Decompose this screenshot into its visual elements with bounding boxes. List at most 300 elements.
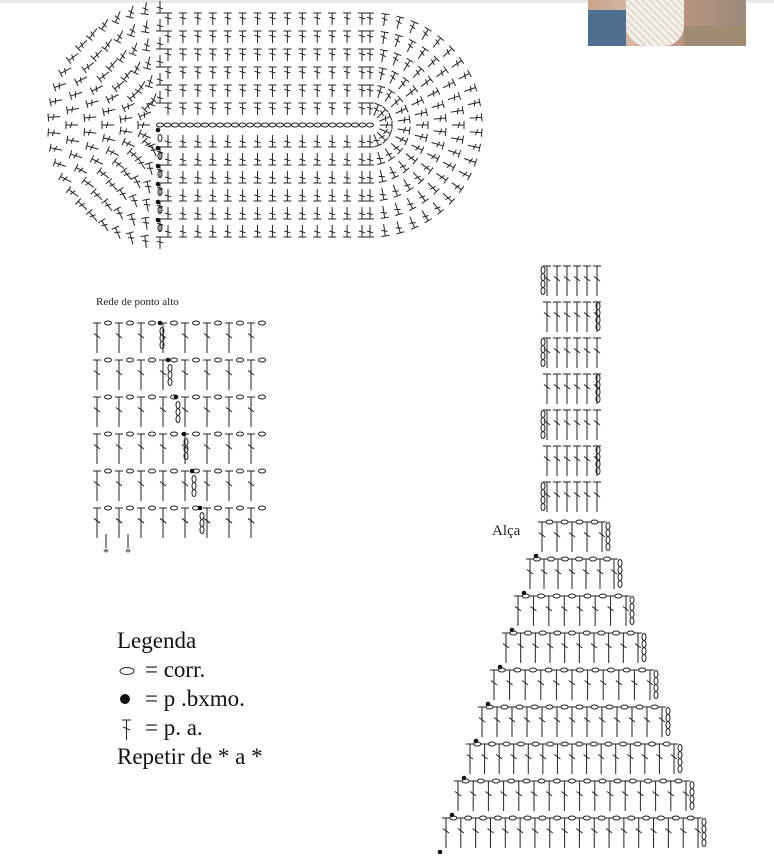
chain-stitch (541, 483, 545, 490)
dc-stitch (137, 323, 145, 353)
dc-post (67, 140, 79, 142)
dc-stitch (374, 151, 385, 165)
dc-stitch (156, 237, 164, 249)
dc-post (468, 102, 480, 104)
dc-stitch (537, 670, 545, 700)
dc-stitch (358, 225, 366, 237)
dc-stitch (396, 158, 410, 172)
dc-stitch (583, 744, 591, 774)
chain-stitch (548, 557, 555, 561)
dc-post (84, 180, 94, 187)
dc-stitch (563, 302, 571, 332)
dc-bar (373, 139, 379, 143)
dc-stitch (254, 85, 262, 97)
dc-stitch (283, 13, 291, 25)
dc-stitch (406, 21, 418, 35)
chain-stitch (546, 520, 553, 524)
dc-stitch (396, 77, 410, 91)
chain-stitch (561, 520, 568, 524)
dc-stitch (380, 13, 390, 26)
dc-stitch (209, 13, 217, 25)
dc-stitch (392, 202, 403, 216)
dc-stitch (74, 164, 88, 177)
dc-stitch (328, 225, 336, 237)
legend-repeat-note: Repetir de * a * (117, 744, 263, 769)
dc-stitch (194, 171, 202, 183)
dc-stitch (209, 153, 217, 165)
dc-post (390, 166, 395, 177)
chain-stitch (172, 123, 179, 127)
chain-stitch (215, 395, 222, 399)
dc-stitch (84, 113, 97, 122)
dc-stitch (225, 471, 233, 501)
dc-bar (101, 23, 107, 28)
dc-stitch (343, 153, 351, 165)
dc-stitch (194, 49, 202, 61)
dc-post (138, 81, 144, 91)
dc-stitch (538, 707, 546, 737)
legend-item-slip-text: = p .bxmo. (145, 686, 245, 711)
dc-stitch (433, 127, 446, 136)
dc-stitch (179, 49, 187, 61)
chain-stitch (606, 537, 610, 544)
dc-stitch (283, 85, 291, 97)
dc-stitch (283, 189, 291, 201)
chain-stitch (576, 520, 583, 524)
dc-stitch (313, 225, 321, 237)
chain-stitch (239, 123, 246, 127)
dc-bar (455, 60, 460, 66)
dc-bar (150, 98, 156, 102)
dc-stitch (583, 522, 591, 552)
dc-bar (400, 107, 404, 113)
chain-stitch (127, 321, 134, 325)
chain-stitch (606, 544, 610, 551)
chain-stitch (193, 395, 200, 399)
dc-stitch (426, 150, 440, 163)
dc-bar (439, 70, 444, 76)
dc-stitch (430, 36, 444, 50)
chain-stitch (554, 631, 561, 635)
dc-stitch (137, 360, 145, 390)
dc-stitch (179, 171, 187, 183)
dc-post (133, 196, 137, 207)
dc-bar (70, 190, 75, 196)
chain-stitch (209, 123, 216, 127)
dc-stitch (621, 781, 629, 811)
slip-stitch (156, 146, 161, 151)
dc-stitch (430, 139, 444, 150)
chain-stitch (352, 123, 359, 127)
dc-stitch (563, 266, 571, 296)
chain-stitch (538, 594, 545, 598)
dc-stitch (486, 818, 494, 848)
dc-post (433, 38, 441, 47)
dc-stitch (382, 146, 395, 160)
chain-stitch (569, 816, 576, 820)
dc-stitch (392, 34, 403, 48)
chain-stitch (488, 742, 495, 746)
dc-stitch (605, 818, 613, 848)
dc-stitch (53, 80, 67, 92)
chain-stitch (192, 483, 196, 490)
dc-stitch (328, 49, 336, 61)
dc-stitch (239, 67, 247, 79)
dc-stitch (553, 302, 561, 332)
dc-stitch (531, 818, 539, 848)
double-crochet-icon (117, 716, 145, 740)
dc-stitch (389, 183, 401, 197)
dc-post (147, 182, 150, 194)
dc-stitch (510, 744, 518, 774)
dc-post (451, 138, 463, 140)
chain-stitch (168, 379, 172, 386)
dc-stitch (224, 85, 232, 97)
dc-stitch (530, 781, 538, 811)
dc-stitch (66, 186, 80, 199)
chain-stitch (660, 779, 667, 783)
dc-stitch (366, 207, 374, 219)
dc-bar (384, 128, 388, 134)
dc-bar (86, 64, 91, 70)
dc-post (146, 38, 148, 50)
dc-stitch (583, 302, 591, 332)
dc-post (398, 129, 410, 131)
dc-stitch (115, 434, 123, 464)
net-stitch-chart (93, 321, 266, 538)
dc-stitch (593, 410, 601, 440)
dc-stitch (115, 508, 123, 538)
dc-stitch (378, 187, 388, 200)
chain-stitch (179, 123, 186, 127)
chain-stitch (642, 655, 646, 662)
chain-stitch (127, 358, 134, 362)
dc-post (407, 198, 412, 209)
dc-stitch (694, 818, 702, 848)
dc-stitch (93, 471, 101, 501)
dc-stitch (450, 106, 463, 116)
dc-stitch (102, 37, 116, 51)
chain-stitch (477, 779, 484, 783)
dc-stitch (115, 397, 123, 427)
chain-stitch (690, 803, 694, 810)
chain-stitch (127, 432, 134, 436)
dc-stitch (203, 471, 211, 501)
dc-post (384, 14, 386, 26)
dc-bar (409, 25, 415, 29)
chain-stitch (702, 840, 706, 847)
dc-stitch (120, 114, 133, 124)
dc-stitch (313, 135, 321, 147)
dc-stitch (103, 106, 116, 116)
dc-bar (63, 68, 67, 74)
chain-stitch (105, 469, 112, 473)
chain-stitch (546, 705, 553, 709)
dc-stitch (490, 670, 498, 700)
dc-stitch (573, 302, 581, 332)
dc-stitch (268, 13, 276, 25)
dc-stitch (415, 189, 429, 203)
dc-stitch (454, 781, 462, 811)
dc-post (470, 117, 482, 118)
chain-stitch (149, 395, 156, 399)
dc-stitch (82, 59, 96, 73)
dc-stitch (268, 225, 276, 237)
chain-stitch (690, 782, 694, 789)
dc-stitch (93, 434, 101, 464)
chain-stitch (554, 816, 561, 820)
dc-stitch (366, 189, 374, 201)
dc-stitch (366, 135, 374, 147)
dc-stitch (378, 50, 388, 63)
dc-bar (120, 54, 126, 59)
dc-stitch (298, 103, 306, 115)
chain-stitch (176, 416, 180, 423)
dc-stitch (328, 171, 336, 183)
dc-stitch (343, 189, 351, 201)
dc-stitch (568, 670, 576, 700)
dc-post (452, 183, 462, 190)
dc-stitch (112, 226, 124, 240)
dc-stitch (404, 39, 417, 53)
dc-stitch (194, 153, 202, 165)
dc-stitch (97, 168, 111, 182)
dc-stitch (502, 633, 510, 663)
dc-stitch (268, 49, 276, 61)
slip-stitch (158, 321, 163, 326)
dc-stitch (500, 781, 508, 811)
dc-stitch (606, 781, 614, 811)
dc-stitch (86, 209, 100, 223)
dc-stitch (419, 208, 432, 222)
chain-stitch (329, 123, 336, 127)
dc-top (421, 147, 424, 154)
dc-stitch (93, 323, 101, 353)
dc-stitch (203, 397, 211, 427)
dc-stitch (516, 818, 524, 848)
dc-stitch (358, 31, 366, 43)
dc-bar (138, 161, 144, 166)
dc-stitch (268, 207, 276, 219)
chain-stitch (576, 557, 583, 561)
chain-stitch (187, 123, 194, 127)
dc-stitch (410, 66, 424, 80)
chain-stitch (569, 779, 576, 783)
dc-stitch (573, 446, 581, 476)
dc-stitch (583, 482, 591, 512)
dc-stitch (457, 818, 465, 848)
dc-stitch (573, 374, 581, 404)
dc-stitch (194, 207, 202, 219)
dc-stitch (583, 410, 591, 440)
dc-stitch (115, 323, 123, 353)
chain-stitch (654, 692, 658, 699)
dc-stitch (115, 360, 123, 390)
dc-stitch (529, 596, 537, 626)
chain-stitch (649, 742, 656, 746)
dc-stitch (69, 150, 83, 161)
dc-stitch (410, 96, 424, 108)
dc-stitch (425, 56, 439, 70)
dc-stitch (619, 633, 627, 663)
dc-stitch (568, 559, 576, 589)
dc-stitch (552, 670, 560, 700)
dc-stitch (626, 744, 634, 774)
chain-stitch (202, 123, 209, 127)
dc-bar (126, 103, 130, 109)
dc-stitch (194, 189, 202, 201)
chain-stitch (127, 469, 134, 473)
chain-stitch (584, 594, 591, 598)
dc-stitch (563, 446, 571, 476)
chain-stitch (606, 530, 610, 537)
dc-bar (416, 145, 420, 151)
dc-stitch (268, 67, 276, 79)
dc-stitch (561, 818, 569, 848)
dc-stitch (67, 104, 80, 114)
dc-stitch (457, 167, 471, 180)
dc-post (382, 50, 384, 62)
dc-stitch (440, 46, 454, 60)
dc-stitch (397, 125, 410, 135)
dc-post (428, 59, 436, 67)
dc-stitch (457, 70, 471, 83)
chain-stitch (620, 742, 627, 746)
dc-stitch (298, 49, 306, 61)
chain-stitch (259, 432, 266, 436)
chain-stitch (618, 560, 622, 567)
dc-stitch (563, 410, 571, 440)
dc-stitch (667, 781, 675, 811)
dc-stitch (298, 225, 306, 237)
dc-stitch (298, 171, 306, 183)
chain-stitch (630, 611, 634, 618)
dc-stitch (430, 100, 444, 111)
dc-stitch (593, 482, 601, 512)
dc-post (68, 190, 78, 197)
chain-stitch (678, 752, 682, 759)
dc-post (102, 19, 108, 29)
chain-stitch (541, 425, 545, 432)
chain-stitch (194, 123, 201, 127)
dc-stitch (129, 41, 141, 55)
dc-bar (447, 82, 451, 88)
handle-label: Alça (492, 523, 521, 539)
chain-stitch (508, 779, 515, 783)
dc-stitch (268, 171, 276, 183)
chain-stitch (367, 123, 374, 127)
chain-stitch (322, 123, 329, 127)
slip-stitch (438, 850, 443, 855)
chain-stitch (344, 123, 351, 127)
dc-stitch (298, 13, 306, 25)
chain-stitch (654, 678, 658, 685)
dc-stitch (224, 225, 232, 237)
dc-stitch (434, 67, 448, 81)
chain-stitch (157, 123, 164, 127)
slip-stitch (156, 164, 161, 169)
dc-stitch (546, 633, 554, 663)
dc-stitch (583, 446, 591, 476)
dc-stitch (328, 103, 336, 115)
dc-stitch (137, 397, 145, 427)
dc-stitch (194, 31, 202, 43)
chain-stitch (480, 816, 487, 820)
dc-stitch (239, 13, 247, 25)
dc-stitch (472, 818, 480, 848)
dc-stitch (91, 189, 105, 203)
dc-stitch (358, 153, 366, 165)
dc-stitch (613, 707, 621, 737)
dc-bar (431, 154, 435, 160)
dc-stitch (430, 200, 444, 214)
dc-bar (101, 171, 106, 177)
dc-stitch (553, 522, 561, 552)
dc-stitch (127, 213, 138, 227)
dc-stitch (553, 338, 561, 368)
dc-stitch (366, 67, 374, 79)
dc-stitch (397, 115, 410, 125)
chain-stitch (168, 365, 172, 372)
dc-stitch (440, 190, 454, 204)
dc-bar (404, 62, 410, 67)
dc-post (379, 117, 390, 122)
dc-post (140, 112, 151, 117)
chain-stitch (654, 685, 658, 692)
dc-stitch (298, 67, 306, 79)
dc-post (92, 86, 103, 91)
dc-stitch (203, 360, 211, 390)
chain-stitch (629, 779, 636, 783)
dc-stitch (634, 633, 642, 663)
dc-stitch (573, 410, 581, 440)
dc-stitch (410, 141, 424, 153)
dc-stitch (583, 338, 591, 368)
dc-stitch (636, 781, 644, 811)
dc-stitch (131, 176, 143, 190)
chain-stitch (605, 742, 612, 746)
dc-stitch (84, 128, 97, 137)
dc-bar (407, 202, 413, 206)
chain-stitch (651, 705, 658, 709)
dc-stitch (478, 707, 486, 737)
dc-stitch (283, 171, 291, 183)
dc-stitch (75, 37, 89, 51)
dc-stitch (283, 103, 291, 115)
dc-bar (416, 99, 420, 105)
dc-stitch (419, 76, 433, 90)
dc-stitch (358, 13, 366, 25)
chain-stitch (237, 469, 244, 473)
dc-stitch (224, 189, 232, 201)
chain-stitch (259, 395, 266, 399)
dc-bar (101, 223, 107, 228)
dc-stitch (164, 67, 172, 79)
dc-stitch (583, 707, 591, 737)
dc-stitch (268, 103, 276, 115)
dc-post (411, 100, 422, 105)
dc-post (384, 224, 386, 236)
dc-stitch (194, 135, 202, 147)
dc-stitch (469, 113, 482, 122)
dc-stitch (591, 781, 599, 811)
dc-stitch (59, 173, 73, 186)
dc-post (78, 201, 87, 209)
dc-stitch (410, 170, 424, 184)
dc-bar (105, 203, 111, 208)
dc-stitch (433, 114, 446, 123)
chain-stitch (105, 358, 112, 362)
